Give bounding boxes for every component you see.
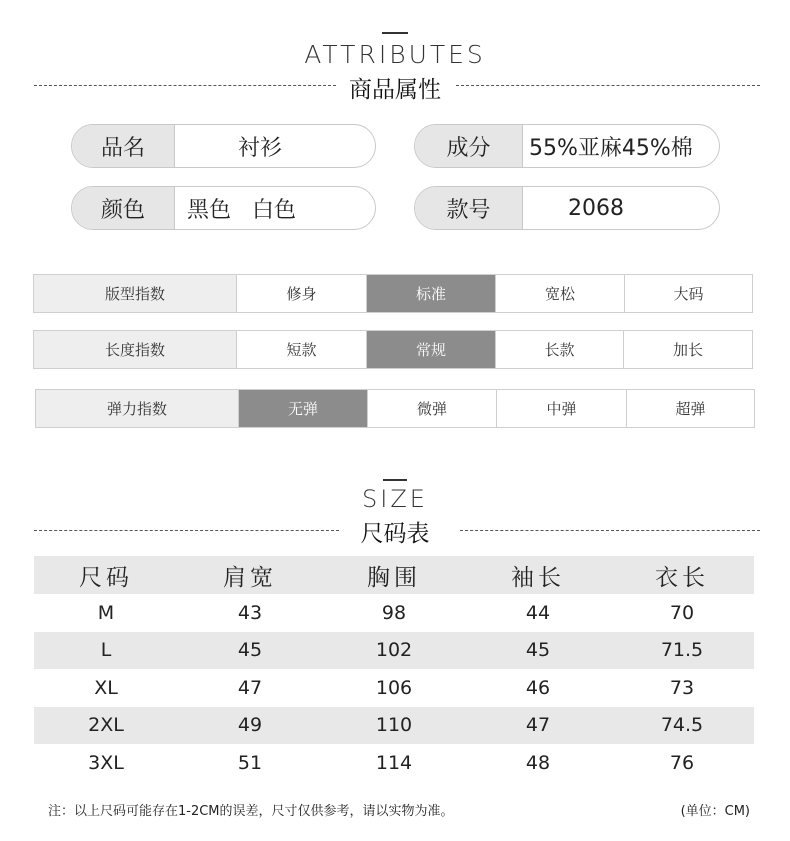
- stretch-option-slight: 微弹: [367, 390, 496, 427]
- attribute-composition-pill: [414, 124, 720, 168]
- attributes-title-zh: 商品属性: [349, 77, 441, 103]
- size-title-zh: 尺码表: [360, 521, 430, 547]
- length-option-regular: 常规: [366, 331, 495, 368]
- table-cell: XL: [94, 676, 118, 699]
- table-cell: 3XL: [88, 751, 124, 774]
- stretch-index-row: [35, 389, 755, 428]
- table-cell: 106: [375, 676, 413, 699]
- header-accent-bar: [383, 479, 407, 481]
- table-cell: 102: [375, 639, 413, 662]
- table-row: [34, 669, 754, 707]
- column-header: 尺码: [79, 564, 133, 591]
- attributes-title-en: ATTRIBUTES: [304, 40, 486, 69]
- attribute-label: 品名: [72, 125, 175, 167]
- table-cell: 45: [237, 639, 263, 662]
- table-row: [34, 707, 754, 745]
- table-row: [34, 594, 754, 632]
- table-cell: L: [100, 639, 112, 662]
- fit-option-loose: 宽松: [495, 275, 624, 312]
- attribute-style-number-pill: [414, 186, 720, 230]
- table-cell: 45: [525, 639, 551, 662]
- attribute-label: 成分: [415, 125, 523, 167]
- attribute-label: 颜色: [72, 187, 175, 229]
- table-row: [34, 744, 754, 782]
- column-header: 肩宽: [223, 564, 277, 591]
- stretch-option-medium: 中弹: [496, 390, 626, 427]
- stretch-option-super: 超弹: [626, 390, 754, 427]
- length-option-short: 短款: [236, 331, 366, 368]
- size-table: [34, 556, 754, 782]
- table-cell: 98: [381, 601, 407, 624]
- table-cell: 74.5: [660, 714, 704, 737]
- attribute-color-pill: [71, 186, 376, 230]
- table-cell: 44: [525, 601, 551, 624]
- fit-index-label: 版型指数: [34, 275, 236, 312]
- fit-option-slim: 修身: [236, 275, 366, 312]
- table-row: [34, 632, 754, 670]
- fit-option-standard: 标准: [366, 275, 495, 312]
- column-header: 衣长: [655, 564, 709, 591]
- size-note: 注：以上尺码可能存在1-2CM的误差，尺寸仅供参考，请以实物为准。: [48, 804, 454, 819]
- column-header: 袖长: [511, 564, 565, 591]
- attribute-value: 衬衫: [237, 135, 282, 161]
- header-accent-bar: [382, 32, 408, 34]
- table-cell: 71.5: [660, 639, 704, 662]
- table-cell: 70: [669, 601, 695, 624]
- attribute-value: 黑色 白色: [187, 197, 296, 223]
- table-cell: 76: [669, 751, 695, 774]
- table-cell: 46: [525, 676, 551, 699]
- table-cell: 73: [669, 676, 695, 699]
- table-cell: 47: [237, 676, 263, 699]
- size-table-header: [34, 556, 754, 594]
- attribute-label: 款号: [415, 187, 523, 229]
- length-index-row: [33, 330, 753, 369]
- attribute-name-pill: [71, 124, 376, 168]
- table-cell: 49: [237, 714, 263, 737]
- fit-option-plus: 大码: [624, 275, 752, 312]
- unit-label: (单位：CM): [680, 804, 750, 819]
- attribute-value: 2068: [568, 195, 624, 221]
- table-cell: M: [97, 601, 115, 624]
- length-option-long: 长款: [495, 331, 623, 368]
- table-cell: 2XL: [88, 714, 124, 737]
- fit-index-row: [33, 274, 753, 313]
- table-cell: 110: [375, 714, 413, 737]
- stretch-index-label: 弹力指数: [36, 390, 238, 427]
- table-cell: 43: [237, 601, 263, 624]
- size-title-en: SIZE: [362, 485, 428, 513]
- table-cell: 51: [237, 751, 263, 774]
- attribute-value: 55%亚麻45%棉: [529, 135, 693, 161]
- column-header: 胸围: [367, 564, 421, 591]
- stretch-option-none: 无弹: [238, 390, 367, 427]
- table-cell: 48: [525, 751, 551, 774]
- table-cell: 47: [525, 714, 551, 737]
- table-cell: 114: [375, 751, 413, 774]
- length-option-extra-long: 加长: [623, 331, 752, 368]
- length-index-label: 长度指数: [34, 331, 236, 368]
